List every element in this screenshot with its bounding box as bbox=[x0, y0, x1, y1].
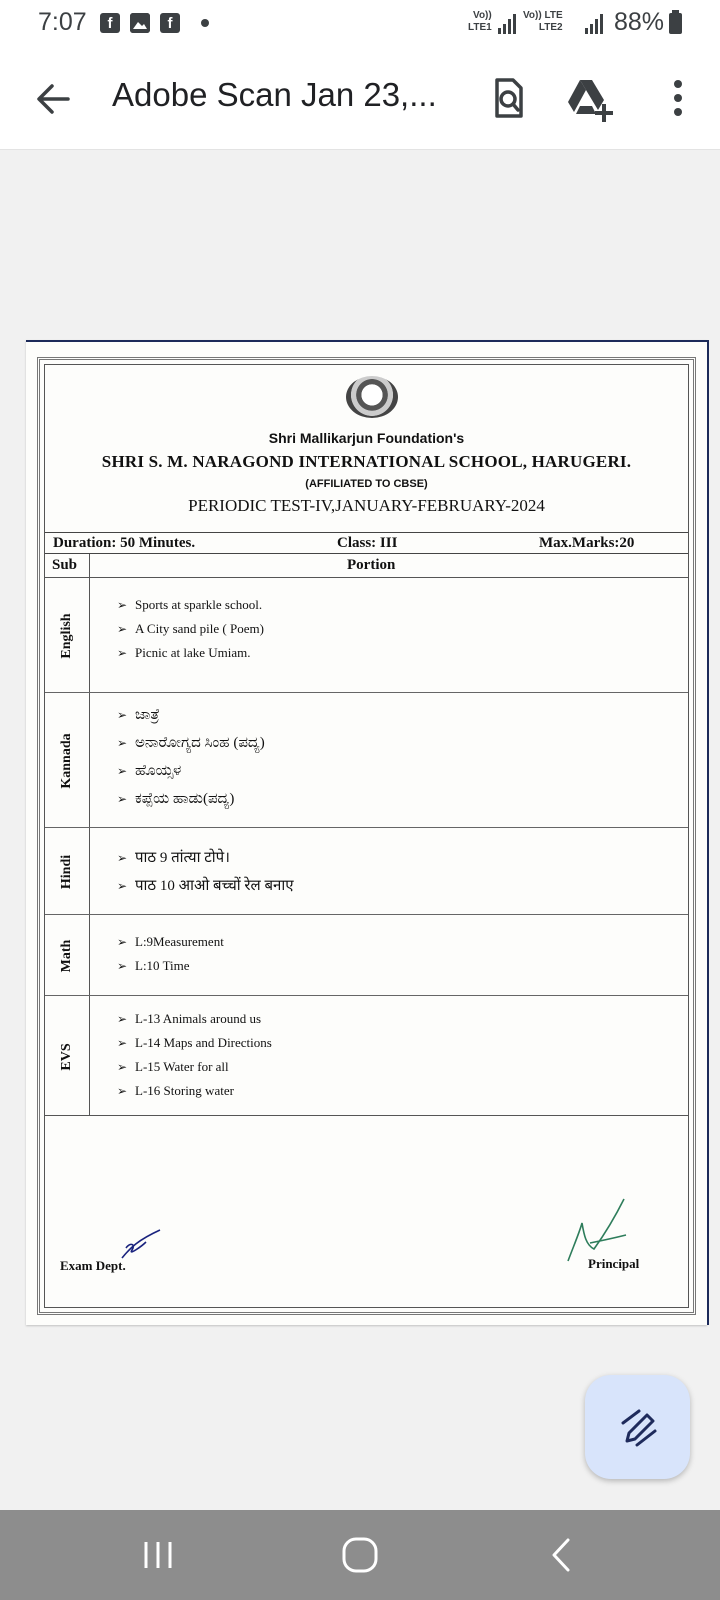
edit-fab-button[interactable] bbox=[585, 1375, 690, 1479]
facebook-icon: f bbox=[100, 13, 120, 33]
exam-meta-row bbox=[45, 532, 688, 554]
subject-name: Kannada bbox=[59, 732, 74, 789]
edit-pen-icon bbox=[585, 1375, 690, 1479]
back-button[interactable] bbox=[28, 74, 78, 124]
nav-back-icon bbox=[532, 1528, 592, 1582]
table-row bbox=[45, 916, 688, 996]
add-to-drive-icon bbox=[562, 70, 618, 126]
recent-apps-button[interactable] bbox=[128, 1528, 188, 1582]
recents-icon bbox=[128, 1528, 188, 1582]
table-header bbox=[45, 554, 688, 578]
school-name: SHRI S. M. NARAGOND INTERNATIONAL SCHOOL, HARUGERI. bbox=[101, 452, 632, 471]
signal-icon bbox=[584, 14, 604, 34]
list-item: ➢ Picnic at lake Umiam. bbox=[117, 645, 251, 661]
test-title: PERIODIC TEST-IV,JANUARY-FEBRUARY-2024 bbox=[188, 496, 545, 515]
school-logo bbox=[346, 376, 398, 418]
subject-name: Hindi bbox=[59, 854, 74, 889]
sim2-bottom: LTE2 bbox=[538, 22, 563, 33]
list-item: ➢ पाठ 10 आओ बच्चों रेल बनाए bbox=[117, 875, 294, 895]
nav-back-button[interactable] bbox=[532, 1528, 592, 1582]
document-title: Adobe Scan Jan 23,... bbox=[112, 76, 437, 113]
status-bar bbox=[0, 0, 720, 46]
portion-table bbox=[45, 554, 688, 1116]
header-sub: Sub bbox=[52, 557, 78, 573]
list-item: ➢ L-15 Water for all bbox=[117, 1059, 229, 1075]
subject-label bbox=[45, 694, 89, 827]
sim1-top: Vo)) bbox=[473, 10, 492, 21]
list-item: ➢ Sports at sparkle school. bbox=[117, 597, 262, 613]
arrow-back-icon bbox=[28, 74, 78, 124]
notification-dot bbox=[201, 19, 209, 27]
list-item: ➢ ಅನಾರೋಗ್ಯದ ಸಿಂಹ (ಪದ್ಯ) bbox=[117, 734, 265, 752]
subject-label bbox=[45, 997, 89, 1116]
document-viewer[interactable] bbox=[0, 150, 720, 1510]
search-document-button[interactable] bbox=[480, 70, 536, 126]
list-item: ➢ L:10 Time bbox=[117, 958, 190, 974]
scanned-page bbox=[26, 340, 707, 1325]
app-bar bbox=[0, 46, 720, 150]
more-options-button[interactable] bbox=[644, 70, 700, 126]
table-row bbox=[45, 694, 688, 828]
list-item: ➢ L:9Measurement bbox=[117, 934, 224, 950]
add-to-drive-button[interactable] bbox=[562, 70, 618, 126]
subject-label bbox=[45, 829, 89, 914]
home-icon bbox=[330, 1528, 390, 1582]
max-marks: Max.Marks:20 bbox=[539, 535, 635, 551]
sim1-indicator bbox=[468, 10, 492, 34]
principal-signature bbox=[564, 1195, 634, 1265]
duration: Duration: 50 Minutes. bbox=[53, 535, 196, 551]
list-item: ➢ A City sand pile ( Poem) bbox=[117, 621, 264, 637]
exam-dept-label: Exam Dept. bbox=[60, 1258, 126, 1273]
home-button[interactable] bbox=[330, 1528, 390, 1582]
table-row bbox=[45, 829, 688, 915]
gallery-icon bbox=[130, 13, 150, 33]
class: Class: III bbox=[337, 535, 398, 551]
status-time: 7:07 bbox=[38, 8, 87, 36]
list-item: ➢ L-16 Storing water bbox=[117, 1083, 234, 1099]
sim1-bottom: LTE1 bbox=[468, 22, 492, 33]
header-portion: Portion bbox=[347, 557, 396, 573]
system-navigation-bar bbox=[0, 1510, 720, 1600]
list-item: ➢ पाठ 9 तांत्या टोपे। bbox=[117, 847, 230, 867]
battery-icon bbox=[669, 13, 682, 34]
sim2-indicator bbox=[523, 10, 563, 34]
search-document-icon bbox=[480, 70, 536, 126]
more-options-icon bbox=[644, 70, 700, 126]
foundation-name: Shri Mallikarjun Foundation's bbox=[268, 430, 465, 446]
signal-icon bbox=[497, 14, 517, 34]
sim2-top: Vo)) LTE bbox=[523, 10, 563, 21]
list-item: ➢ ಜಾತ್ರೆ bbox=[117, 706, 160, 724]
battery-percent: 88% bbox=[614, 8, 665, 36]
list-item: ➢ L-14 Maps and Directions bbox=[117, 1035, 272, 1051]
subject-name: Math bbox=[59, 939, 74, 972]
list-item: ➢ ಕಪ್ಪೆಯ ಹಾಡು(ಪದ್ಯ) bbox=[117, 790, 234, 808]
table-row bbox=[45, 579, 688, 693]
affiliation: (AFFILIATED TO CBSE) bbox=[305, 478, 428, 490]
list-item: ➢ ಹೊಯ್ಸಳ bbox=[117, 762, 181, 780]
subject-label bbox=[45, 916, 89, 995]
subject-label bbox=[45, 579, 89, 692]
facebook-icon: f bbox=[160, 13, 180, 33]
list-item: ➢ L-13 Animals around us bbox=[117, 1011, 261, 1027]
principal-label: Principal bbox=[588, 1256, 640, 1271]
table-row bbox=[45, 997, 688, 1116]
subject-name: English bbox=[59, 612, 74, 659]
subject-name: EVS bbox=[59, 1042, 74, 1071]
